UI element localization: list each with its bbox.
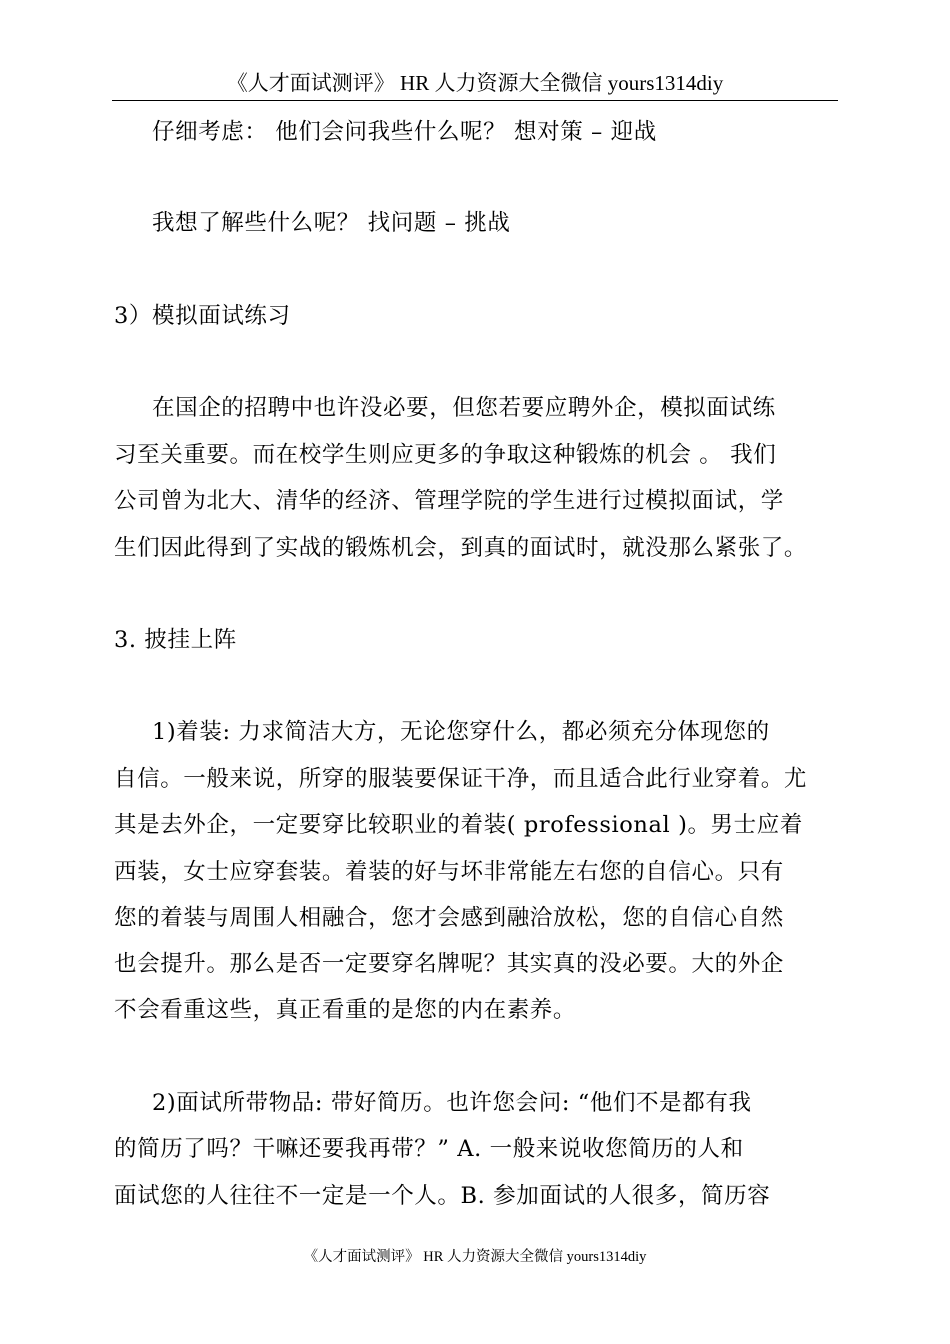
- body-line: 的简历了吗？干嘛还要我再带？” A. 一般来说收您简历的人和: [114, 1136, 744, 1162]
- section-heading: 3. 披挂上阵: [114, 627, 237, 653]
- body-line: 西装，女士应穿套装。着装的好与坏非常能左右您的自信心。只有: [114, 859, 784, 885]
- body-line: 其是去外企，一定要穿比较职业的着装( professional )。男士应着: [114, 812, 803, 838]
- body-line: 习至关重要。而在校学生则应更多的争取这种锻炼的机会 。 我们: [114, 442, 777, 468]
- body-line: 1)着装: 力求简洁大方，无论您穿什么，都必须充分体现您的: [152, 719, 770, 745]
- body-line: 在国企的招聘中也许没必要，但您若要应聘外企，模拟面试练: [152, 395, 776, 421]
- body-line: 仔细考虑： 他们会问我些什么呢？ 想对策 – 迎战: [152, 119, 657, 145]
- body-line: 2)面试所带物品: 带好简历。也许您会问: “他们不是都有我: [152, 1090, 752, 1116]
- body-line: 您的着装与周围人相融合，您才会感到融洽放松，您的自信心自然: [114, 905, 784, 931]
- body-line: 不会看重这些，真正看重的是您的内在素养。: [114, 997, 577, 1023]
- page-header: 《人才面试测评》 HR 人力资源大全微信 yours1314diy: [112, 68, 838, 101]
- body-line: 面试您的人往往不一定是一个人。B. 参加面试的人很多，简历容: [114, 1183, 771, 1209]
- body-line: 也会提升。那么是否一定要穿名牌呢？其实真的没必要。大的外企: [114, 951, 784, 977]
- page-footer: 《人才面试测评》 HR 人力资源大全微信 yours1314diy: [303, 1249, 647, 1265]
- body-line: 自信。一般来说，所穿的服装要保证干净，而且适合此行业穿着。尤: [114, 766, 808, 792]
- section-heading: 3）模拟面试练习: [114, 303, 291, 329]
- body-line: 我想了解些什么呢？ 找问题 – 挑战: [152, 210, 511, 236]
- body-line: 公司曾为北大、清华的经济、管理学院的学生进行过模拟面试，学: [114, 488, 784, 514]
- body-line: 生们因此得到了实战的锻炼机会，到真的面试时，就没那么紧张了。: [114, 535, 808, 561]
